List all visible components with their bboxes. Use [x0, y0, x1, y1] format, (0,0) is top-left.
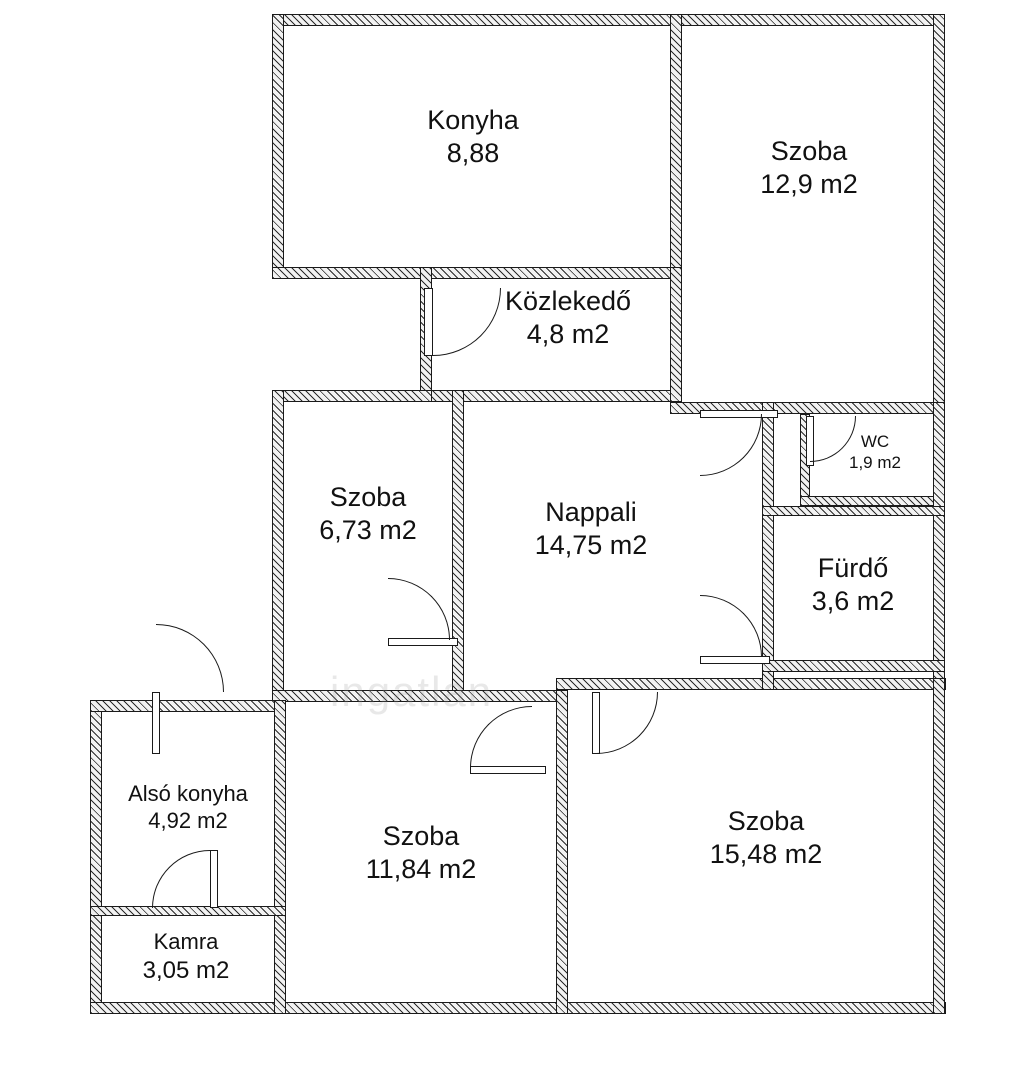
door-swing-szoba129	[700, 414, 762, 476]
room-label-wc	[820, 432, 930, 473]
wall-right-upper	[933, 14, 945, 414]
room-label-kamra	[96, 929, 276, 985]
wall-furdo-bottom	[762, 660, 945, 672]
wall-konyha-bottom	[272, 267, 682, 279]
door-swing-kamra	[152, 850, 210, 908]
room-label-szoba-12-9	[689, 135, 929, 201]
room-label-furdo	[783, 552, 923, 618]
room-area: 14,75 m2	[534, 529, 648, 560]
door-leaf-kamra	[210, 850, 218, 908]
room-area: 8,88	[446, 137, 500, 168]
wall-lower-right-outer	[933, 678, 945, 1014]
room-label-kozlekedo	[448, 285, 688, 351]
wall-lower-bottom	[90, 1002, 946, 1014]
door-swing-szoba673	[388, 578, 450, 640]
room-area: 1,9 m2	[849, 452, 901, 472]
door-swing-alsokonyha-entry	[156, 624, 224, 692]
wall-middle-top-left	[272, 390, 432, 402]
room-area: 4,8 m2	[526, 318, 610, 349]
wall-konyha-left	[272, 14, 284, 279]
room-name: Fürdő	[817, 553, 889, 583]
room-area: 15,48 m2	[709, 838, 823, 869]
room-name: Szoba	[770, 136, 848, 166]
room-area: 3,6 m2	[811, 585, 895, 616]
room-area: 11,84 m2	[365, 853, 477, 884]
room-label-also-konyha	[82, 781, 294, 835]
wall-nappali-right-upper	[762, 402, 774, 514]
wall-right-mid	[933, 402, 945, 692]
room-area: 6,73 m2	[319, 514, 417, 545]
room-area: 4,92 m2	[148, 807, 228, 833]
room-name: Kamra	[153, 929, 219, 954]
room-name: Szoba	[382, 821, 460, 851]
room-name: Nappali	[545, 497, 637, 527]
room-name: Szoba	[727, 806, 805, 836]
wall-szoba1184-right	[556, 690, 568, 1014]
room-name: Alsó konyha	[128, 781, 248, 806]
room-label-nappali	[471, 496, 711, 562]
room-name: WC	[860, 432, 890, 451]
room-label-szoba-6-73	[260, 481, 476, 547]
room-name: Konyha	[427, 105, 519, 135]
wall-wc-bottom	[800, 496, 945, 506]
room-label-szoba-15-48	[646, 805, 886, 871]
room-area: 3,05 m2	[142, 956, 230, 984]
room-label-szoba-11-84	[301, 820, 541, 886]
watermark-text: ingatlan	[330, 668, 494, 715]
wall-lower-top-left	[90, 700, 285, 712]
room-name: Szoba	[329, 482, 407, 512]
wall-top-outer	[272, 14, 945, 26]
door-leaf-alsokonyha-entry	[152, 692, 160, 754]
door-leaf-furdo	[700, 656, 770, 664]
room-area: 12,9 m2	[760, 168, 858, 199]
wall-furdo-top	[762, 506, 945, 516]
room-label-konyha	[353, 104, 593, 170]
door-leaf-kozlekedo	[424, 288, 433, 356]
door-swing-furdo	[700, 595, 762, 657]
wall-konyha-right	[670, 14, 682, 279]
room-name: Közlekedő	[504, 286, 632, 316]
